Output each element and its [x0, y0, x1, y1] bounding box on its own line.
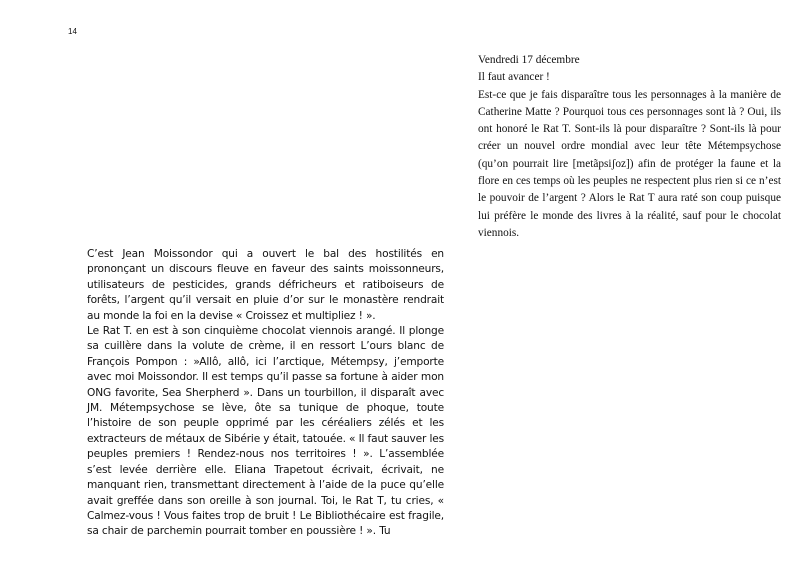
page-number: 14 — [68, 27, 77, 36]
diary-entry — [478, 52, 781, 242]
story-paragraph: C’est Jean Moissondor qui a ouvert le bal des hostilités en prononçant un discours fleuve en faveur des saints moissonneurs, utilisateurs de pesticides, grands défricheurs et ratiboiseurs de forêts, l’argent qu’il versait en pluie d’or sur le monastère rendrait au monde la foi en la devise « Croissez et multipliez ! ». — [87, 248, 444, 322]
diary-lead: Il faut avancer ! — [478, 71, 550, 84]
story-paragraph: Le Rat T. en est à son cinquième chocolat viennois arangé. Il plonge sa cuillère dans la volute de crème, il en ressort L’ours blanc de François Pompon : »Allô, allô, ici l’arctique, Métempsy, j’emporte avec moi Moissondor. Il est temps qu’il passe sa fortune à aider mon ONG favorite, Sea Sherpherd ». Dans un tourbillon, il disparaît avec JM. Métempsychose se lève, ôte sa tunique de phoque, toute l’histoire de son peuple opprimé par les céréaliers zélés et les extracteurs de métaux de Sibérie y était, tatouée. « Il faut sauver les peuples premiers ! Rendez-nous nos territoires ! ». L’assemblée s’est levée derrière elle. Eliana Trapetout écrivait, écrivait, ne manquant rien, transmettant directement à l’aide de la puce qu’elle avait greffée dans son oreille à son journal. Toi, le Rat T, tu cries, « Calmez-vous ! Vous faites trop de bruit ! Le Bibliothécaire est fragile, sa chair de parchemin pourrait tomber en poussière ! ». Tu — [87, 325, 444, 538]
diary-body: Est-ce que je fais disparaître tous les personnages à la manière de Catherine Matte ? Pourquoi tous ces personnages sont là ? Oui, ils ont honoré le Rat T. Sont-ils là pour disparaître ? Sont-ils là pour créer un nouvel ordre mondial avec leur tête Métempsychose (qu’on pourrait lire [metãpsiʃoz]) afin de protéger la faune et la flore en ces temps où les peuples ne respectent plus rien si ce n’est le pouvoir de l’argent ? Alors le Rat T aura raté son coup puisque lui préfère le monde des livres à la réalité, sauf pour le chocolat viennois. — [478, 88, 781, 239]
diary-date: Vendredi 17 décembre — [478, 54, 580, 66]
story-text — [87, 247, 444, 540]
